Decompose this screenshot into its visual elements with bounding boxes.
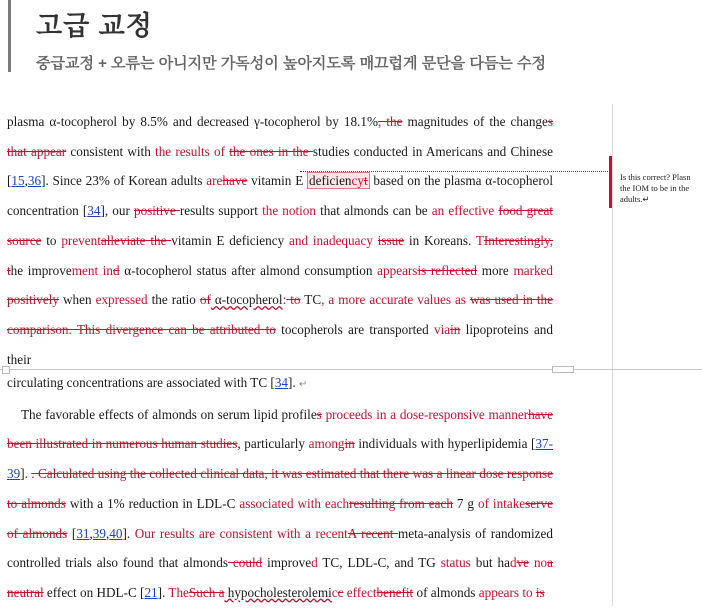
paragraph-1[interactable] <box>7 107 553 374</box>
insertion[interactable]: : <box>282 292 287 308</box>
document-view <box>0 104 702 606</box>
text-run: ]. <box>157 584 169 600</box>
text-run: vitamin E deficiency <box>171 232 290 248</box>
text-run: 7 g <box>452 495 478 511</box>
insertion[interactable]: T <box>475 232 484 248</box>
insertion[interactable]: d <box>509 555 517 571</box>
deletion[interactable]: d <box>113 262 120 278</box>
paragraph-3[interactable] <box>7 400 553 608</box>
text-run: vitamin E <box>247 173 308 189</box>
deletion[interactable]: the ones in the <box>229 143 313 159</box>
text-run: ]. Since 23% of Korean adults <box>41 173 207 189</box>
text-run: α-tocopherol status after almond consumption <box>119 262 378 278</box>
insertion[interactable]: appears <box>377 262 418 278</box>
deletion[interactable]: the <box>145 232 172 248</box>
text-run: meta-analysis of randomized controlled trials also found that almonds <box>7 525 553 571</box>
text-run: [ <box>67 525 77 541</box>
text-run: that almonds can be <box>316 203 432 219</box>
deletion[interactable]: serve of almonds <box>7 495 553 541</box>
section-header <box>0 0 702 96</box>
deletion[interactable]: alleviate <box>100 232 146 248</box>
citation-link[interactable]: 39 <box>92 525 106 541</box>
text-run: magnitudes of the change <box>402 114 548 129</box>
insertion[interactable]: are <box>206 173 223 189</box>
text-run: hypocholesterolemi <box>224 584 332 600</box>
insertion[interactable]: the results of <box>155 143 230 159</box>
deletion[interactable]: could <box>227 555 263 571</box>
deletion[interactable]: s <box>316 406 322 422</box>
text-run: based on the plasma α-tocopherol concentration [ <box>7 173 553 219</box>
citation-link[interactable]: 40 <box>109 525 123 541</box>
insertion[interactable]: d <box>311 555 318 571</box>
deletion[interactable]: . Calculated using the collected clinical data, it was estimated that there was a linear dose response to almonds <box>7 466 553 511</box>
text-run: , <box>89 525 93 541</box>
deletion[interactable]: a neutral <box>7 555 553 600</box>
text-run: more <box>477 262 514 278</box>
deletion[interactable]: of <box>199 292 211 308</box>
deletion[interactable]: have been illustrated in numerous human studies <box>7 406 553 452</box>
deletion[interactable]: in <box>344 436 355 452</box>
comment-highlight[interactable] <box>307 172 370 189</box>
text-run: studies conducted in Americans and Chinese [ <box>7 143 553 189</box>
deletion[interactable]: resulting from each <box>349 495 453 511</box>
page-break-marker <box>552 366 574 373</box>
text-run: TC, LDL-C, and TG <box>317 555 441 571</box>
section-title: 고급 교정 <box>36 11 153 41</box>
deletion[interactable]: A recent <box>347 525 398 541</box>
deletion[interactable]: benefit <box>376 584 414 600</box>
deletion[interactable]: is reflected <box>417 262 478 278</box>
comment-line: Is this correct? Plasn <box>620 172 691 182</box>
insertion[interactable]: and inadequacy <box>289 232 378 248</box>
insertion[interactable]: ment in <box>71 262 114 278</box>
citation-link[interactable]: 15 <box>11 173 25 189</box>
insertion[interactable]: no <box>529 555 548 571</box>
citation-link[interactable]: 31 <box>76 525 90 541</box>
deletion[interactable]: c <box>337 584 344 600</box>
text-run: improve <box>262 555 312 571</box>
deletion[interactable]: Interestingly, t <box>7 232 553 278</box>
text-run: plasma α-tocopherol by 8.5% and decreased γ-tocopherol by 18.1% <box>7 114 378 129</box>
deletion[interactable]: was used in the comparison. This divergence can be attributed to <box>7 292 553 337</box>
citation-link[interactable]: 36 <box>27 173 42 189</box>
insertion[interactable]: associated with each <box>239 495 350 511</box>
text-run: The favorable effects of almonds on serum lipid profile <box>21 406 317 422</box>
insertion[interactable]: among <box>308 436 345 452</box>
text-run: he improve <box>10 262 72 278</box>
insertion[interactable]: c <box>331 584 338 600</box>
paragraph-2[interactable] <box>7 368 553 608</box>
insertion[interactable]: , a more accurate values as <box>321 292 470 308</box>
insertion[interactable]: via <box>433 321 451 337</box>
citation-link[interactable]: 37-39 <box>7 436 553 482</box>
citation-link[interactable]: 21 <box>144 584 158 600</box>
deletion[interactable]: s that appear <box>7 114 553 159</box>
paragraph-2-continuation <box>7 368 553 400</box>
text-run: individuals with hyperlipidemia [ <box>354 436 536 452</box>
insertion[interactable]: appears to <box>478 584 536 600</box>
deletion[interactable]: positively <box>7 292 60 308</box>
paragraph-mark: ↵ <box>299 379 308 390</box>
text-run: α-tocopherol <box>210 292 283 308</box>
insertion[interactable]: status <box>440 555 471 571</box>
comment-line: adults.↵ <box>620 194 650 204</box>
text-run: lipoproteins and their <box>7 321 553 367</box>
comment-line: the IOM to be in the <box>620 183 690 193</box>
text-run: , particularly <box>237 436 309 452</box>
deletion[interactable]: , the <box>377 114 403 129</box>
insertion[interactable]: an effective <box>431 203 499 219</box>
deletion[interactable]: issue <box>377 232 405 248</box>
insertion[interactable]: cy <box>351 173 364 189</box>
text-run: , <box>105 525 110 541</box>
text-run: effect on HDL-C [ <box>43 584 145 600</box>
text-run: ] <box>20 466 25 482</box>
insertion[interactable]: of intake <box>477 495 526 511</box>
insertion[interactable]: Our results are consistent with a recent <box>134 525 348 541</box>
insertion[interactable]: marked <box>513 262 553 278</box>
insertion[interactable]: proceeds in a dose-responsive manner <box>321 406 529 422</box>
insertion[interactable]: the notion <box>262 203 316 219</box>
deletion[interactable]: Such a <box>188 584 225 600</box>
text-run: TC <box>300 292 322 308</box>
comment-balloon[interactable] <box>620 172 702 205</box>
text-run: when <box>59 292 96 308</box>
text-run: in Koreans. <box>404 232 476 248</box>
text-run: , <box>24 173 28 189</box>
text-run: ]. <box>288 375 296 390</box>
deletion[interactable]: ve <box>516 555 530 571</box>
deletion[interactable]: food great source <box>7 203 553 248</box>
deletion[interactable]: t <box>363 173 368 189</box>
deletion[interactable]: positive <box>133 203 180 219</box>
comment-marker[interactable] <box>609 156 612 208</box>
text-run: the ratio <box>147 292 200 308</box>
deletion[interactable]: have <box>222 173 248 189</box>
text-run: ], our <box>100 203 134 219</box>
insertion[interactable]: The <box>168 584 189 600</box>
text-run: consistent with <box>66 143 156 159</box>
citation-link[interactable]: 34 <box>87 203 101 219</box>
text-run: results support <box>179 203 263 219</box>
text-run: but ha <box>470 555 510 571</box>
header-accent-bar <box>8 0 11 72</box>
deletion[interactable]: in <box>450 321 461 337</box>
deletion[interactable]: to <box>286 292 301 308</box>
text-run: circulating concentrations are associated with TC [ <box>7 375 275 390</box>
insertion[interactable]: expressed <box>95 292 148 308</box>
deletion[interactable]: is <box>535 584 545 600</box>
text-run: ]. <box>122 525 135 541</box>
citation-link[interactable]: 34 <box>274 375 288 390</box>
text-run: with a 1% reduction in LDL-C <box>65 495 240 511</box>
section-subtitle: 중급교정 + 오류는 아니지만 가독성이 높아지도록 매끄럽게 문단을 다듬는 수정 <box>36 55 546 72</box>
insertion[interactable]: . <box>24 466 32 482</box>
text-run: deficien <box>309 173 352 189</box>
text-run: of almonds <box>413 584 479 600</box>
text-run: to <box>41 232 62 248</box>
insertion[interactable]: effect <box>343 584 377 600</box>
text-run: tocopherols are transported <box>275 321 434 337</box>
insertion[interactable]: prevent <box>61 232 101 248</box>
